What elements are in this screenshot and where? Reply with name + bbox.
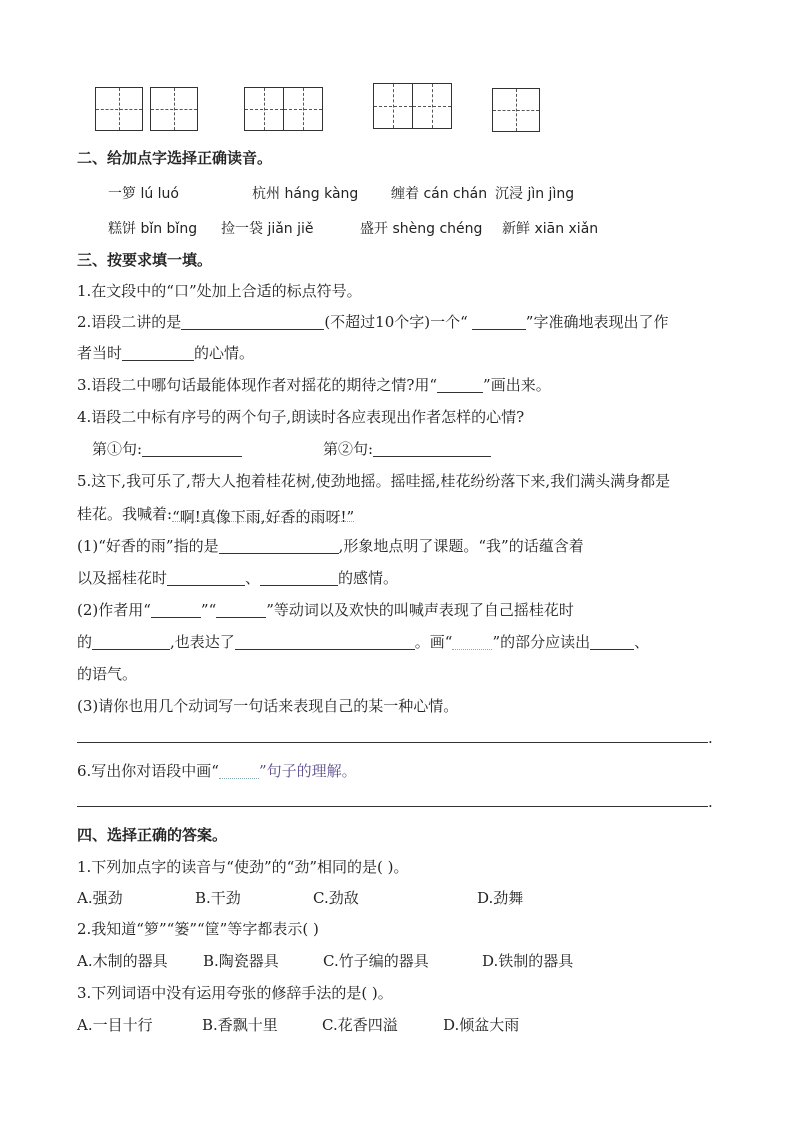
text: 6.写出你对语段中画“ <box>77 762 219 780</box>
answer-blank[interactable] <box>437 377 483 393</box>
answer-line[interactable] <box>77 806 708 807</box>
question-3-5-cont <box>77 503 354 524</box>
pinyin-option[interactable]: 杭州 háng kàng <box>252 186 359 202</box>
section2-heading: 二、给加点字选择正确读音。 <box>77 149 273 167</box>
text: ”句子的理解。 <box>258 762 357 780</box>
answer-blank[interactable] <box>151 602 201 618</box>
question-3-4-s2 <box>323 438 491 459</box>
option-a[interactable]: A.木制的器具 <box>77 952 168 970</box>
question-3-2 <box>77 311 668 332</box>
option-d[interactable]: D.劲舞 <box>477 889 524 907</box>
text: ”等动词以及欢快的叫喊声表现了自己摇桂花时 <box>266 601 574 619</box>
question-4-2: 2.我知道“箩”“篓”“筐”等字都表示( ) <box>77 920 319 938</box>
wavy-underline-sample <box>219 763 259 779</box>
text: 桂花。我喊着: <box>77 505 173 523</box>
question-3-5-3: (3)请你也用几个动词写一句话来表现自己的某一种心情。 <box>77 697 459 715</box>
question-3-5-2 <box>77 599 574 620</box>
writing-grid[interactable] <box>373 83 413 129</box>
text: 的 <box>77 633 93 651</box>
question-3-2-cont <box>77 342 254 363</box>
question-3-5-1-cont <box>77 567 398 588</box>
section4-heading: 四、选择正确的答案。 <box>77 826 228 844</box>
period-mark: . <box>708 729 713 747</box>
pinyin-option[interactable]: 糕饼 bǐn bǐng <box>108 221 198 237</box>
option-c[interactable]: C.劲敌 <box>313 889 359 907</box>
question-3-5-2-end: 的语气。 <box>77 665 138 683</box>
option-a[interactable]: A.一目十行 <box>77 1016 153 1034</box>
answer-blank[interactable] <box>235 634 415 650</box>
text: ”“ <box>200 601 217 619</box>
writing-grid[interactable] <box>412 83 452 129</box>
option-b[interactable]: B.陶瓷器具 <box>203 952 279 970</box>
writing-grid[interactable] <box>492 88 540 132</box>
text: ”的部分应读出 <box>492 633 591 651</box>
text: (2)作者用“ <box>77 601 151 619</box>
text: ”画出来。 <box>483 376 551 394</box>
question-3-1: 1.在文段中的“口”处加上合适的标点符号。 <box>77 282 362 300</box>
answer-blank[interactable] <box>122 345 194 361</box>
wavy-underline-sample <box>452 634 492 650</box>
pinyin-option[interactable]: 一箩 lú luó <box>108 186 179 202</box>
answer-blank[interactable] <box>216 602 266 618</box>
writing-grid[interactable] <box>244 87 284 131</box>
question-3-5-2-cont <box>77 631 649 652</box>
text: 者当时 <box>77 344 123 362</box>
text: ,形象地点明了课题。“我”的话蕴含着 <box>338 537 584 555</box>
text: 、 <box>245 569 261 587</box>
answer-blank[interactable] <box>92 634 170 650</box>
option-d[interactable]: D.铁制的器具 <box>482 952 574 970</box>
text: 的感情。 <box>338 569 399 587</box>
answer-blank[interactable] <box>260 570 338 586</box>
text: 2.语段二讲的是 <box>77 313 182 331</box>
text: 以及摇桂花时 <box>77 569 168 587</box>
answer-blank[interactable] <box>373 441 491 457</box>
text: 的心情。 <box>194 344 255 362</box>
option-c[interactable]: C.竹子编的器具 <box>323 952 429 970</box>
answer-blank[interactable] <box>219 538 339 554</box>
option-b[interactable]: B.干劲 <box>195 889 241 907</box>
question-3-4: 4.语段二中标有序号的两个句子,朗读时各应表现出作者怎样的心情? <box>77 408 525 426</box>
text: ,也表达了 <box>170 633 235 651</box>
option-b[interactable]: B.香飘十里 <box>202 1016 278 1034</box>
answer-blank[interactable] <box>181 314 324 330</box>
text: 第②句: <box>323 440 374 458</box>
text: 。画“ <box>414 633 453 651</box>
text: 3.语段二中哪句话最能体现作者对摇花的期待之情?用“ <box>77 376 438 394</box>
text: ”字准确地表现出了作 <box>525 313 669 331</box>
question-3-5-1 <box>77 535 584 556</box>
question-3-3 <box>77 374 551 395</box>
question-4-3: 3.下列词语中没有运用夸张的修辞手法的是( )。 <box>77 984 393 1002</box>
text: 第①句: <box>92 440 143 458</box>
question-3-4-s1 <box>92 438 242 459</box>
pinyin-option[interactable]: 盛开 shèng chéng <box>360 221 483 237</box>
answer-blank[interactable] <box>142 441 242 457</box>
text: (不超过10个字)一个“ <box>324 313 468 331</box>
pinyin-option[interactable]: 新鲜 xiān xiǎn <box>502 221 599 237</box>
answer-blank[interactable] <box>590 634 634 650</box>
text: (1)“好香的雨”指的是 <box>77 537 219 555</box>
answer-blank[interactable] <box>167 570 245 586</box>
period-mark: . <box>708 793 713 811</box>
writing-grid[interactable] <box>95 87 143 131</box>
option-a[interactable]: A.强劲 <box>77 889 123 907</box>
option-d[interactable]: D.倾盆大雨 <box>443 1016 520 1034</box>
question-4-1: 1.下列加点字的读音与“使劲”的“劲”相同的是( )。 <box>77 858 409 876</box>
section3-heading: 三、按要求填一填。 <box>77 251 213 269</box>
writing-grid[interactable] <box>283 87 323 131</box>
pinyin-option[interactable]: 捡一袋 jiǎn jiě <box>221 221 314 237</box>
answer-blank[interactable] <box>472 314 526 330</box>
question-3-5: 5.这下,我可乐了,帮大人抱着桂花树,使劲地摇。摇哇摇,桂花纷纷落下来,我们满头满身都是 <box>77 472 671 490</box>
text: 、 <box>634 633 650 651</box>
option-c[interactable]: C.花香四溢 <box>322 1016 398 1034</box>
answer-line[interactable] <box>77 742 708 743</box>
pinyin-option[interactable]: 沉浸 jìn jìng <box>495 186 575 202</box>
pinyin-option[interactable]: 缠着 cán chán <box>391 186 488 202</box>
wavy-underlined-sentence: “啊!真像下雨,好香的雨呀!” <box>172 508 355 526</box>
question-3-6 <box>77 760 357 781</box>
writing-grid[interactable] <box>150 87 198 131</box>
